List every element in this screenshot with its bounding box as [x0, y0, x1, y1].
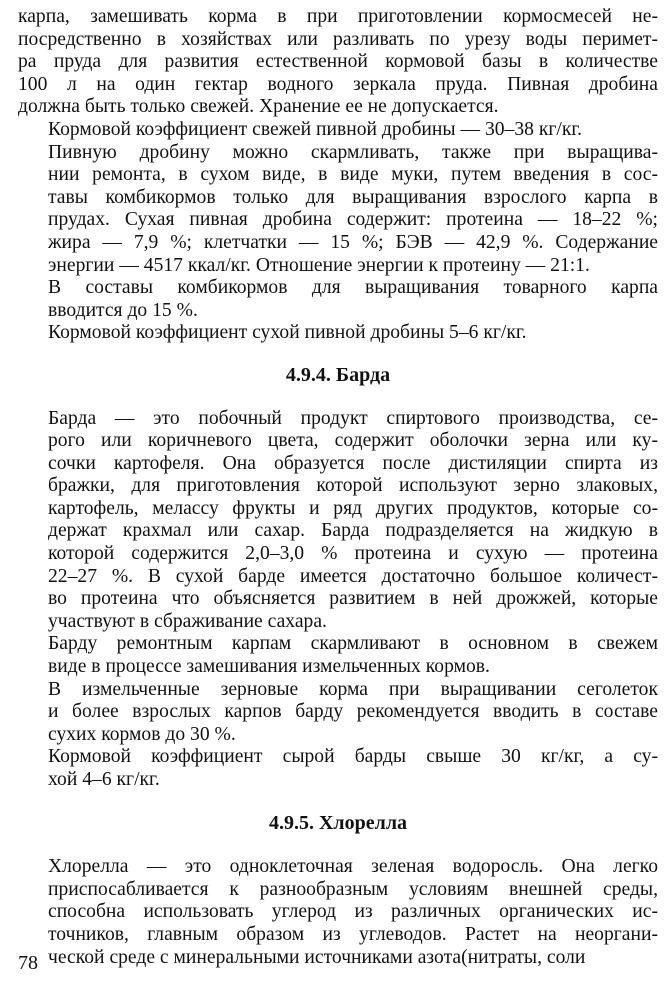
text-line: Хлорелла — это одноклеточная зеленая водоросль. Она легко — [48, 856, 658, 878]
text-line: виде в процессе замешивания измельченных кормов. — [48, 656, 490, 678]
text-line: ческой среде с минеральными источниками азота(нитраты, соли — [48, 946, 586, 968]
text-line: Барду ремонтным карпам скармливают в основном в свежем — [48, 633, 658, 655]
section-top — [18, 6, 658, 345]
text-line: участвуют в сбраживание сахара. — [48, 610, 327, 632]
section-heading-barda: 4.9.4. Барда — [285, 363, 391, 386]
text-line: хой 4–6 кг/кг. — [48, 769, 160, 790]
text-line: приспосабливается к разнообразным условиям внешней среды, — [48, 878, 658, 900]
text-line: сочки картофеля. Она образуется после дистиляции спирта из — [48, 452, 658, 474]
text-line: которой содержится 2,0–3,0 % протеина и сухую — протеина — [48, 543, 658, 565]
text-line: и более взрослых карпов барду рекомендуется вводить в составе — [48, 701, 658, 723]
text-line: точников, главным образом из углеводов. Растет на неоргани- — [48, 923, 658, 945]
text-line: нии ремонта, в сухом виде, в виде муки, путем введения в сос- — [48, 164, 658, 186]
document-page — [18, 6, 658, 969]
paragraph — [18, 277, 658, 322]
text-line: В измельченные зерновые корма при выращивании сеголеток — [48, 678, 658, 700]
paragraph — [18, 142, 658, 278]
paragraph — [18, 746, 658, 791]
text-line: рого или коричневого цвета, содержит оболочки зерна или ку- — [48, 430, 658, 452]
paragraph — [18, 6, 658, 119]
text-line: посредственно в хозяйствах или разливать по урезу воды перимет- — [18, 28, 658, 50]
text-line: В составы комбикормов для выращивания товарного карпа — [48, 277, 658, 299]
paragraph — [18, 679, 658, 747]
text-line: Кормовой коэффициент сырой барды свыше 30 кг/кг, а су- — [48, 746, 658, 768]
text-line: тавы комбикормов только для выращивания взрослого карпа в — [48, 186, 658, 208]
paragraph — [18, 856, 658, 969]
section-heading-chlorella: 4.9.5. Хлорелла — [268, 811, 408, 834]
text-line: 100 л на один гектар водного зеркала пруда. Пивная дробина — [18, 73, 658, 95]
text-line: держат крахмал или сахар. Барда подразделяется на жидкую в — [48, 520, 658, 542]
text-line: ра пруда для развития естественной кормовой базы в количестве — [18, 51, 658, 73]
text-line: сухих кормов до 30 %. — [48, 723, 236, 745]
paragraph — [18, 119, 658, 142]
text-line: карпа, замешивать корма в при приготовлении кормосмесей не- — [18, 6, 658, 27]
paragraph — [18, 322, 658, 345]
section-chlorella — [18, 856, 658, 969]
text-line: Пивную дробину можно скармливать, также при выращива- — [48, 141, 658, 163]
text-line: 22–27 %. В сухой барде имеется достаточно большое количест- — [48, 565, 658, 587]
section-barda — [18, 408, 658, 792]
paragraph — [18, 408, 658, 634]
text-line: должна быть только свежей. Хранение ее не допускается. — [18, 96, 499, 118]
page-number: 78 — [18, 952, 38, 974]
paragraph — [18, 633, 658, 678]
text-line: способна использовать углерод из различных органических ис- — [48, 901, 658, 923]
text-line: прудах. Сухая пивная дробина содержит: протеина — 18–22 %; — [48, 209, 658, 231]
text-line: бражки, для приготовления которой используют зерно злаковых, — [48, 475, 658, 497]
text-line: во протеина что объясняется развитием в ней дрожжей, которые — [48, 588, 658, 610]
text-line: Кормовой коэффициент сухой пивной дробины 5–6 кг/кг. — [48, 322, 527, 344]
text-line: Кормовой коэффициент свежей пивной дробины — 30–38 кг/кг. — [48, 118, 583, 140]
text-line: картофель, мелассу фрукты и ряд других продуктов, которые со- — [48, 497, 658, 519]
text-line: жира — 7,9 %; клетчатки — 15 %; БЭВ — 42,9 %. Содержание — [48, 231, 658, 253]
text-line: Барда — это побочный продукт спиртового производства, се- — [48, 407, 658, 429]
text-line: энергии — 4517 ккал/кг. Отношение энергии к протеину — 21:1. — [48, 254, 590, 276]
text-line: вводится до 15 %. — [48, 299, 198, 321]
